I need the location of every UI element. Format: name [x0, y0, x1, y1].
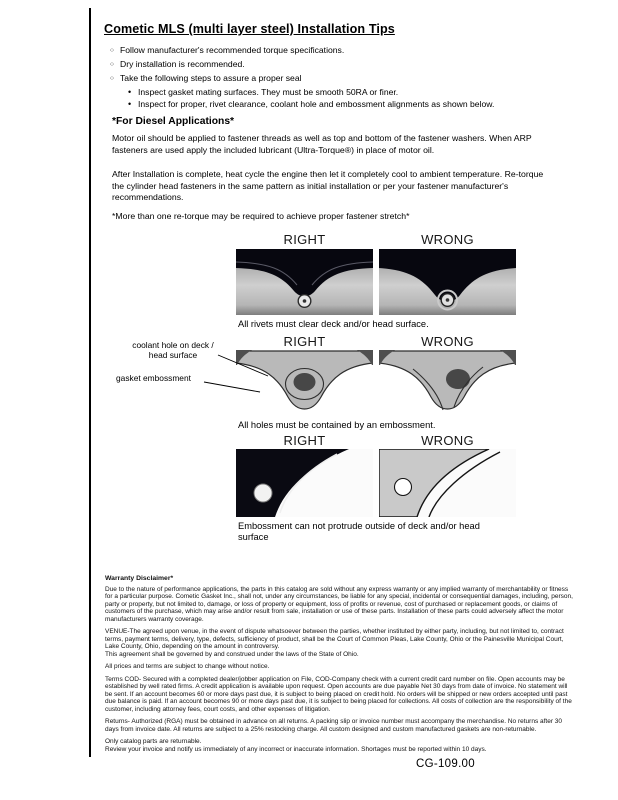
list-item — [110, 58, 590, 72]
tip-text: Inspect gasket mating surfaces. They must be smooth 50RA or finer. — [138, 87, 399, 97]
legal-paragraph: Only catalog parts are returnable. — [105, 738, 202, 745]
gasket-embossment-label: gasket embossment — [116, 373, 191, 383]
warranty-disclaimer-section — [105, 575, 575, 758]
coolant-hole-right-figure — [236, 350, 373, 416]
retorque-note: *More than one re-torque may be required to achieve proper fastener stretch* — [112, 211, 410, 221]
coolant-hole-label: coolant hole on deck / head surface — [132, 340, 214, 360]
wrong-label-row3: WRONG — [421, 433, 474, 448]
legal-paragraph: Review your invoice and notify us immediately of any incorrect or inaccurate information. Shortages must be reported within 10 days. — [105, 745, 487, 753]
list-subitem — [128, 98, 590, 110]
legal-paragraph: Due to the nature of performance applications, the parts in this catalog are sold without any express warranty or any implied warranty of merchantability or fitness for a particular purpose. Cometic Gasket Inc., shall not, under any circumstances, be liable for any special, incidental or consequential damages, including, person, party or property, but not limited to, damage, or loss of property or equipment, loss of profits or revenue, cost of purchased or replacement goods, or claims of customers of the purchase, which may arise and/or result from sale, installation or use of these parts. Installation of these parts could adversely affect the motor manufacturers warranty coverage. — [105, 585, 573, 623]
rivet-right-figure — [236, 249, 373, 315]
circle-bullet-icon — [110, 72, 120, 86]
installation-tips-list — [110, 44, 590, 110]
right-label-row2: RIGHT — [283, 334, 326, 349]
diesel-applications-heading: *For Diesel Applications* — [112, 116, 235, 127]
legal-paragraph: VENUE-The agreed upon venue, in the event of dispute whatsoever between the parties, whether instituted by either party, including, but not limited to, contract terms, payment terms, delivery, type, defects, sufficiency of product, shall be the Court of Common Pleas, Lake County, Ohio or the Painesville Municipal Court, Lake County, Ohio, depending on the amount in controversy. — [105, 628, 564, 650]
circle-bullet-icon — [110, 44, 120, 58]
dot-bullet-icon — [128, 86, 138, 98]
embossment-wrong-figure — [379, 449, 516, 517]
diesel-paragraph-1: Motor oil should be applied to fastener threads as well as top and bottom of the fastener washers. When ARP fasteners are used apply the included lubricant (Ultra-Torque®) in place of motor oil. — [112, 133, 532, 155]
coolant-hole-wrong-figure — [379, 350, 516, 416]
legal-paragraph: Terms COD- Secured with a completed dealer/jobber application on File, COD-Company check with a current credit card number on file. Open accounts may be established by well rated firms. A credit application is available upon request. Open accounts are due payable Net 30 days from date of invoice. No statement will be sent. If an account becomes 60 or more days past due, it is subject to being placed on credit hold. No orders will be shipped or new orders accepted until past due balance is paid. If an account becomes 90 or more days past due, it is subject to being placed for collections. All costs of collection are the responsibility of the customer, including attorney fees, court costs, and other expenses of litigation. — [105, 675, 572, 713]
tip-text: Take the following steps to assure a proper seal — [120, 73, 302, 83]
page-title: Cometic MLS (multi layer steel) Installation Tips — [104, 22, 395, 36]
wrong-label-row2: WRONG — [421, 334, 474, 349]
legal-paragraph: Returns- Authorized (RGA) must be obtained in advance on all returns. A packing slip or invoice number must accompany the merchandise. No returns after 30 days from invoice date. All returns are subject to a 25% restocking charge. All custom designed and custom manufactured gaskets are non-returnable. — [105, 718, 563, 733]
right-label-row3: RIGHT — [283, 433, 326, 448]
embossment-right-figure — [236, 449, 373, 517]
circle-bullet-icon — [110, 58, 120, 72]
diesel-paragraph-2: After Installation is complete, heat cycle the engine then let it completely cool to ambient temperature. Re-torque the cylinder head fasteners in the same pattern as initial installation or per your fastener manufacturer's recommendations. — [112, 169, 544, 203]
list-item — [110, 72, 590, 86]
row1-caption: All rivets must clear deck and/or head surface. — [238, 319, 429, 329]
legal-paragraph: This agreement shall be governed by and construed under the laws of the State of Ohio. — [105, 650, 359, 658]
page-number: CG-109.00 — [416, 758, 475, 770]
legal-paragraph: All prices and terms are subject to change without notice. — [105, 663, 270, 670]
warranty-heading: Warranty Disclaimer* — [105, 575, 174, 582]
tip-text: Inspect for proper, rivet clearance, coolant hole and embossment alignments as shown below. — [138, 99, 495, 109]
tip-text: Follow manufacturer's recommended torque specifications. — [120, 45, 345, 55]
left-border-rule — [89, 8, 91, 757]
row3-caption: Embossment can not protrude outside of deck and/or head surface — [238, 521, 480, 542]
list-subitem — [128, 86, 590, 98]
rivet-wrong-figure — [379, 249, 516, 315]
dot-bullet-icon — [128, 98, 138, 110]
list-item — [110, 44, 590, 58]
wrong-label-row1: WRONG — [421, 232, 474, 247]
tip-text: Dry installation is recommended. — [120, 59, 245, 69]
row2-caption: All holes must be contained by an embossment. — [238, 420, 436, 430]
right-label-row1: RIGHT — [283, 232, 326, 247]
